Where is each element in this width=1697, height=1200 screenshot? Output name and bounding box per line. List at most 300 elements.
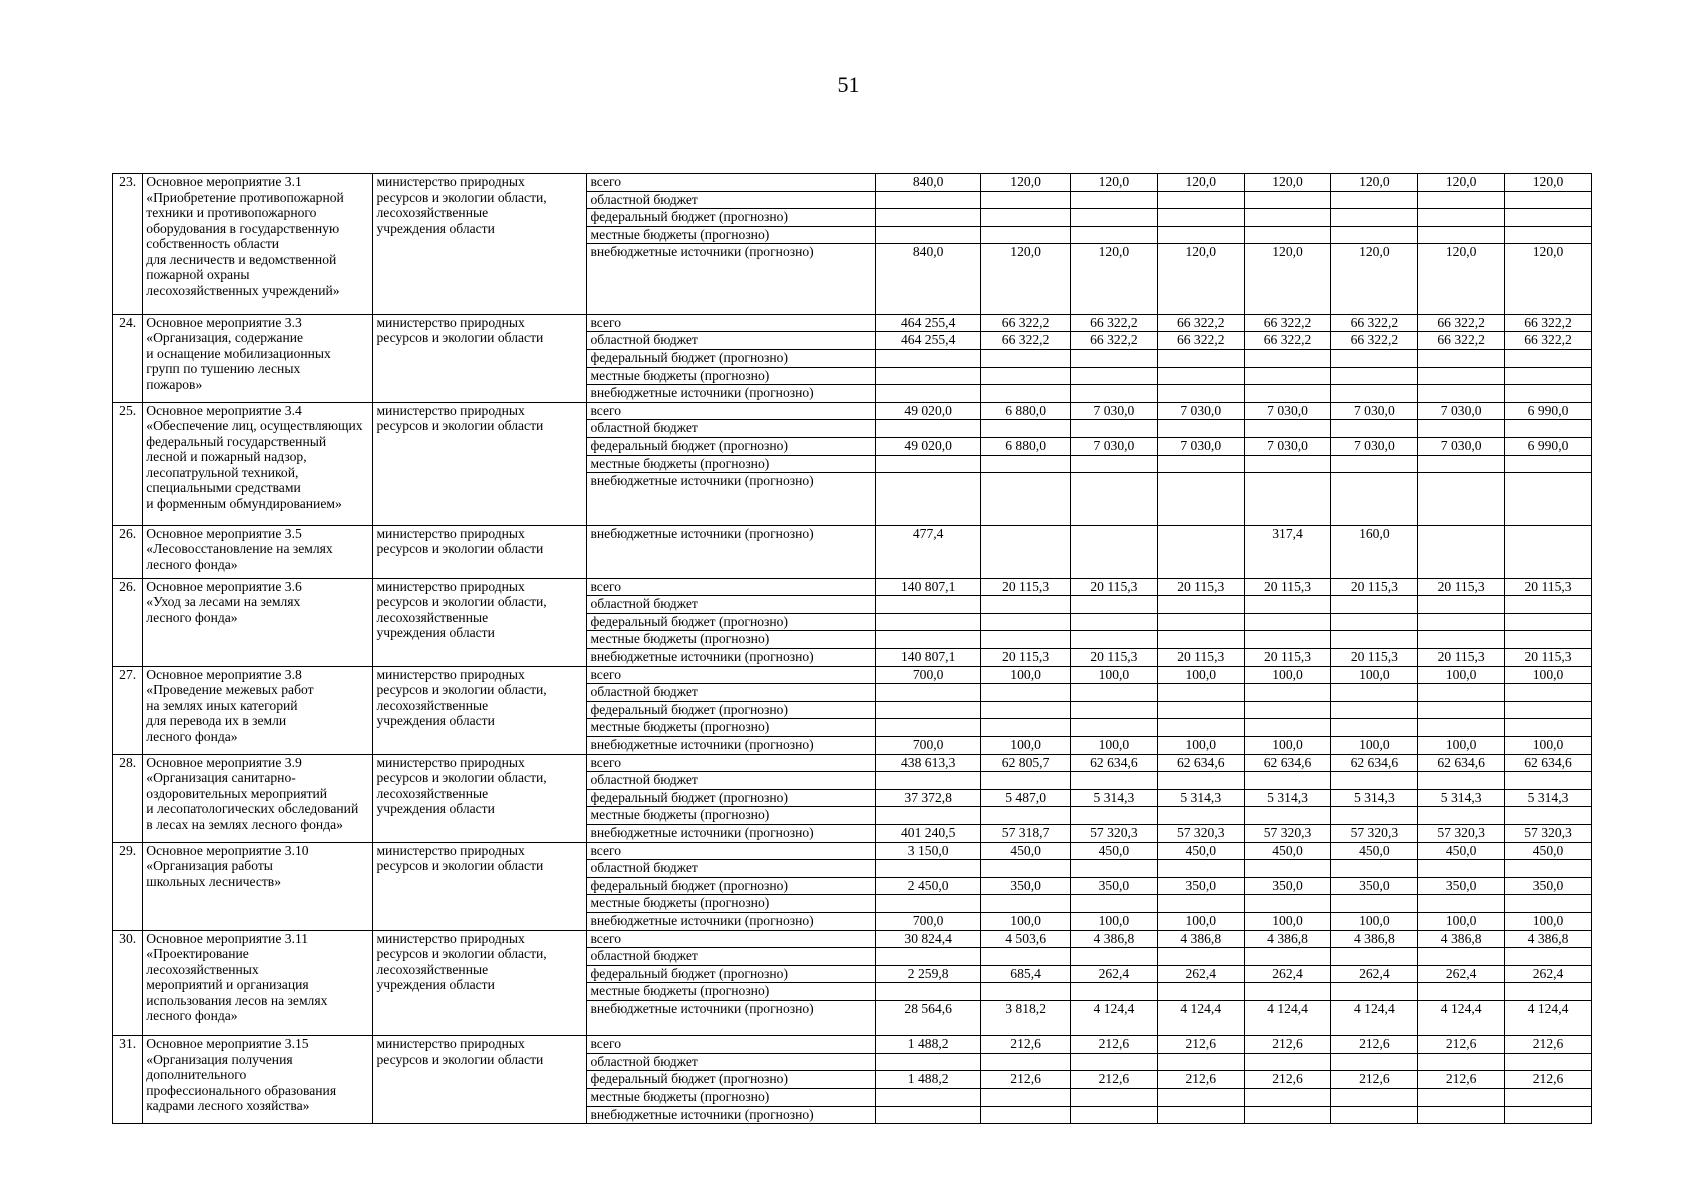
funding-source: внебюджетные источники (прогнозно) — [587, 1000, 876, 1035]
year-value — [1505, 349, 1592, 367]
year-value: 160,0 — [1331, 525, 1418, 578]
year-value: 350,0 — [1331, 877, 1418, 895]
year-value — [1331, 983, 1418, 1001]
funding-source: областной бюджет — [587, 332, 876, 350]
table-row — [113, 666, 1592, 684]
row-number: 24. — [113, 314, 143, 402]
year-value: 20 115,3 — [1418, 578, 1505, 596]
year-value — [1331, 385, 1418, 403]
year-value — [1331, 191, 1418, 209]
total-value — [876, 349, 981, 367]
year-value: 20 115,3 — [1418, 649, 1505, 667]
year-value: 100,0 — [1157, 666, 1244, 684]
year-value — [1157, 349, 1244, 367]
funding-source: местные бюджеты (прогнозно) — [587, 807, 876, 825]
year-value: 20 115,3 — [1071, 649, 1158, 667]
year-value: 7 030,0 — [1071, 437, 1158, 455]
table-row — [113, 930, 1592, 948]
year-value: 66 322,2 — [1244, 314, 1331, 332]
year-value: 20 115,3 — [1157, 649, 1244, 667]
year-value — [981, 895, 1071, 913]
year-value: 57 320,3 — [1244, 825, 1331, 843]
year-value: 450,0 — [1331, 842, 1418, 860]
total-value: 37 372,8 — [876, 789, 981, 807]
year-value — [1071, 1053, 1158, 1071]
year-value: 212,6 — [1418, 1036, 1505, 1054]
year-value: 7 030,0 — [1331, 437, 1418, 455]
year-value — [1157, 191, 1244, 209]
year-value: 4 503,6 — [981, 930, 1071, 948]
year-value: 62 805,7 — [981, 754, 1071, 772]
year-value — [981, 772, 1071, 790]
total-value — [876, 1053, 981, 1071]
funding-source: внебюджетные источники (прогнозно) — [587, 649, 876, 667]
year-value: 212,6 — [981, 1036, 1071, 1054]
year-value — [1418, 367, 1505, 385]
year-value — [1071, 367, 1158, 385]
year-value — [1244, 455, 1331, 473]
table-row — [113, 578, 1592, 596]
year-value — [1418, 191, 1505, 209]
year-value — [1244, 613, 1331, 631]
year-value — [1157, 719, 1244, 737]
total-value: 140 807,1 — [876, 649, 981, 667]
year-value — [1157, 613, 1244, 631]
year-value: 212,6 — [1157, 1036, 1244, 1054]
total-value — [876, 1106, 981, 1124]
year-value — [1505, 948, 1592, 966]
year-value: 4 124,4 — [1071, 1000, 1158, 1035]
year-value — [1071, 684, 1158, 702]
year-value — [1418, 983, 1505, 1001]
year-value — [1505, 719, 1592, 737]
funding-source: федеральный бюджет (прогнозно) — [587, 349, 876, 367]
row-number: 23. — [113, 174, 143, 315]
year-value — [1071, 385, 1158, 403]
year-value: 120,0 — [1418, 174, 1505, 192]
year-value — [1244, 367, 1331, 385]
year-value — [1331, 772, 1418, 790]
year-value — [1331, 631, 1418, 649]
year-value: 100,0 — [981, 666, 1071, 684]
year-value — [1505, 807, 1592, 825]
year-value — [1505, 191, 1592, 209]
executor-name: министерство природных ресурсов и экологии области, лесохозяйственные учреждения области — [373, 930, 587, 1036]
funding-source: федеральный бюджет (прогнозно) — [587, 965, 876, 983]
year-value: 100,0 — [1071, 666, 1158, 684]
year-value — [1505, 684, 1592, 702]
year-value: 450,0 — [1157, 842, 1244, 860]
year-value — [1418, 631, 1505, 649]
year-value: 100,0 — [1071, 912, 1158, 930]
total-value — [876, 1088, 981, 1106]
year-value: 120,0 — [1157, 244, 1244, 314]
year-value — [1505, 613, 1592, 631]
year-value: 66 322,2 — [1331, 332, 1418, 350]
year-value — [1418, 701, 1505, 719]
year-value: 100,0 — [1505, 737, 1592, 755]
total-value: 438 613,3 — [876, 754, 981, 772]
total-value: 3 150,0 — [876, 842, 981, 860]
total-value — [876, 684, 981, 702]
total-value — [876, 860, 981, 878]
year-value — [1071, 701, 1158, 719]
year-value — [1505, 1106, 1592, 1124]
year-value — [1244, 596, 1331, 614]
total-value — [876, 226, 981, 244]
year-value: 5 314,3 — [1071, 789, 1158, 807]
year-value: 120,0 — [1505, 174, 1592, 192]
year-value — [1331, 860, 1418, 878]
year-value — [1331, 209, 1418, 227]
year-value — [981, 596, 1071, 614]
year-value: 7 030,0 — [1244, 437, 1331, 455]
year-value: 5 314,3 — [1418, 789, 1505, 807]
year-value — [1071, 631, 1158, 649]
year-value: 120,0 — [981, 244, 1071, 314]
year-value: 350,0 — [981, 877, 1071, 895]
year-value — [1505, 895, 1592, 913]
year-value: 66 322,2 — [1157, 332, 1244, 350]
table-row — [113, 314, 1592, 332]
year-value: 450,0 — [981, 842, 1071, 860]
year-value — [1071, 525, 1158, 578]
year-value — [1505, 860, 1592, 878]
year-value — [1505, 596, 1592, 614]
year-value — [1418, 1106, 1505, 1124]
total-value — [876, 385, 981, 403]
year-value: 66 322,2 — [1418, 332, 1505, 350]
year-value — [1244, 983, 1331, 1001]
year-value: 62 634,6 — [1244, 754, 1331, 772]
year-value — [1157, 684, 1244, 702]
funding-source: федеральный бюджет (прогнозно) — [587, 789, 876, 807]
total-value: 464 255,4 — [876, 332, 981, 350]
year-value: 5 314,3 — [1505, 789, 1592, 807]
year-value: 62 634,6 — [1071, 754, 1158, 772]
year-value: 100,0 — [1331, 666, 1418, 684]
year-value: 100,0 — [1418, 666, 1505, 684]
year-value — [981, 807, 1071, 825]
year-value — [1157, 807, 1244, 825]
total-value — [876, 191, 981, 209]
row-number: 27. — [113, 666, 143, 754]
table-row — [113, 754, 1592, 772]
year-value — [981, 209, 1071, 227]
funding-source: областной бюджет — [587, 1053, 876, 1071]
row-number: 29. — [113, 842, 143, 930]
year-value — [1418, 596, 1505, 614]
year-value — [1244, 1053, 1331, 1071]
year-value — [1071, 209, 1158, 227]
table-row — [113, 402, 1592, 420]
year-value — [981, 1053, 1071, 1071]
funding-source: областной бюджет — [587, 684, 876, 702]
funding-source: федеральный бюджет (прогнозно) — [587, 1071, 876, 1089]
total-value: 464 255,4 — [876, 314, 981, 332]
year-value — [1157, 367, 1244, 385]
row-number: 30. — [113, 930, 143, 1036]
funding-source: всего — [587, 842, 876, 860]
year-value — [1071, 772, 1158, 790]
year-value: 6 880,0 — [981, 437, 1071, 455]
year-value: 262,4 — [1331, 965, 1418, 983]
funding-source: федеральный бюджет (прогнозно) — [587, 209, 876, 227]
measure-name: Основное мероприятие 3.6 «Уход за лесами на землях лесного фонда» — [143, 578, 373, 666]
year-value: 262,4 — [1418, 965, 1505, 983]
year-value: 66 322,2 — [1331, 314, 1418, 332]
row-number: 26. — [113, 578, 143, 666]
year-value: 66 322,2 — [1505, 314, 1592, 332]
year-value — [981, 684, 1071, 702]
year-value — [1418, 948, 1505, 966]
year-value — [981, 420, 1071, 438]
total-value: 477,4 — [876, 525, 981, 578]
year-value — [981, 226, 1071, 244]
year-value: 5 487,0 — [981, 789, 1071, 807]
year-value — [1331, 367, 1418, 385]
year-value: 100,0 — [1244, 737, 1331, 755]
funding-source: всего — [587, 1036, 876, 1054]
total-value — [876, 948, 981, 966]
year-value: 7 030,0 — [1157, 437, 1244, 455]
total-value — [876, 983, 981, 1001]
total-value: 840,0 — [876, 174, 981, 192]
year-value: 20 115,3 — [981, 649, 1071, 667]
funding-source: всего — [587, 754, 876, 772]
year-value — [981, 1106, 1071, 1124]
year-value — [1331, 948, 1418, 966]
executor-name: министерство природных ресурсов и экологии области — [373, 1036, 587, 1124]
funding-source: местные бюджеты (прогнозно) — [587, 367, 876, 385]
year-value — [1505, 226, 1592, 244]
year-value: 5 314,3 — [1331, 789, 1418, 807]
measure-name: Основное мероприятие 3.9 «Организация санитарно- оздоровительных мероприятий и лесопатологических обследований в лесах на землях лесного фонда» — [143, 754, 373, 842]
year-value — [1071, 719, 1158, 737]
year-value: 20 115,3 — [1157, 578, 1244, 596]
year-value — [1244, 473, 1331, 526]
year-value: 20 115,3 — [1505, 649, 1592, 667]
year-value — [1331, 719, 1418, 737]
year-value: 4 386,8 — [1418, 930, 1505, 948]
year-value: 4 386,8 — [1071, 930, 1158, 948]
year-value: 120,0 — [981, 174, 1071, 192]
year-value: 4 386,8 — [1505, 930, 1592, 948]
year-value — [981, 1088, 1071, 1106]
total-value: 700,0 — [876, 912, 981, 930]
year-value — [1071, 1088, 1158, 1106]
year-value — [981, 613, 1071, 631]
year-value: 212,6 — [1071, 1071, 1158, 1089]
year-value — [1157, 473, 1244, 526]
year-value: 450,0 — [1071, 842, 1158, 860]
year-value: 100,0 — [1244, 666, 1331, 684]
year-value — [1505, 772, 1592, 790]
year-value — [1418, 719, 1505, 737]
funding-source: всего — [587, 930, 876, 948]
year-value: 212,6 — [1505, 1036, 1592, 1054]
year-value: 66 322,2 — [981, 314, 1071, 332]
total-value: 1 488,2 — [876, 1071, 981, 1089]
row-number: 26. — [113, 525, 143, 578]
measure-name: Основное мероприятие 3.11 «Проектирование лесохозяйственных мероприятий и организация использования лесов на землях лесного фонда» — [143, 930, 373, 1036]
year-value — [1505, 455, 1592, 473]
funding-source: местные бюджеты (прогнозно) — [587, 983, 876, 1001]
year-value: 100,0 — [1157, 912, 1244, 930]
year-value — [1157, 983, 1244, 1001]
total-value: 49 020,0 — [876, 437, 981, 455]
executor-name: министерство природных ресурсов и экологии области, лесохозяйственные учреждения области — [373, 578, 587, 666]
year-value — [1157, 596, 1244, 614]
year-value — [1071, 948, 1158, 966]
measure-name: Основное мероприятие 3.8 «Проведение межевых работ на землях иных категорий для перевода их в земли лесного фонда» — [143, 666, 373, 754]
year-value — [1244, 420, 1331, 438]
year-value — [1244, 860, 1331, 878]
year-value: 100,0 — [1505, 912, 1592, 930]
funding-source: федеральный бюджет (прогнозно) — [587, 877, 876, 895]
executor-name: министерство природных ресурсов и экологии области, лесохозяйственные учреждения области — [373, 666, 587, 754]
year-value — [1418, 684, 1505, 702]
year-value: 5 314,3 — [1157, 789, 1244, 807]
table-row — [113, 1036, 1592, 1054]
table-row — [113, 525, 1592, 578]
total-value: 2 259,8 — [876, 965, 981, 983]
funding-source: областной бюджет — [587, 420, 876, 438]
year-value: 120,0 — [1071, 174, 1158, 192]
year-value: 4 124,4 — [1244, 1000, 1331, 1035]
year-value — [1331, 895, 1418, 913]
year-value — [981, 455, 1071, 473]
year-value — [1505, 385, 1592, 403]
executor-name: министерство природных ресурсов и экологии области, лесохозяйственные учреждения области — [373, 174, 587, 315]
total-value — [876, 631, 981, 649]
year-value: 317,4 — [1244, 525, 1331, 578]
year-value: 212,6 — [1244, 1036, 1331, 1054]
year-value: 6 990,0 — [1505, 437, 1592, 455]
year-value — [1331, 1088, 1418, 1106]
funding-source: всего — [587, 314, 876, 332]
year-value: 3 818,2 — [981, 1000, 1071, 1035]
year-value: 62 634,6 — [1157, 754, 1244, 772]
funding-source: областной бюджет — [587, 772, 876, 790]
total-value: 28 564,6 — [876, 1000, 981, 1035]
year-value: 20 115,3 — [1244, 649, 1331, 667]
row-number: 25. — [113, 402, 143, 525]
page-number: 51 — [837, 72, 860, 97]
year-value — [1244, 1088, 1331, 1106]
year-value: 100,0 — [1331, 912, 1418, 930]
funding-source: местные бюджеты (прогнозно) — [587, 719, 876, 737]
total-value: 840,0 — [876, 244, 981, 314]
measure-name: Основное мероприятие 3.3 «Организация, содержание и оснащение мобилизационных групп по тушению лесных пожаров» — [143, 314, 373, 402]
year-value: 685,4 — [981, 965, 1071, 983]
executor-name: министерство природных ресурсов и экологии области — [373, 402, 587, 525]
executor-name: министерство природных ресурсов и экологии области — [373, 842, 587, 930]
year-value: 120,0 — [1505, 244, 1592, 314]
year-value: 450,0 — [1505, 842, 1592, 860]
year-value: 212,6 — [981, 1071, 1071, 1089]
year-value — [1331, 684, 1418, 702]
year-value: 120,0 — [1244, 174, 1331, 192]
year-value — [1505, 367, 1592, 385]
year-value: 4 386,8 — [1331, 930, 1418, 948]
year-value: 62 634,6 — [1505, 754, 1592, 772]
total-value: 1 488,2 — [876, 1036, 981, 1054]
funding-source: внебюджетные источники (прогнозно) — [587, 385, 876, 403]
year-value — [1418, 860, 1505, 878]
year-value — [981, 948, 1071, 966]
year-value — [1157, 455, 1244, 473]
year-value — [1157, 948, 1244, 966]
year-value: 4 124,4 — [1418, 1000, 1505, 1035]
year-value — [1157, 631, 1244, 649]
executor-name: министерство природных ресурсов и экологии области — [373, 525, 587, 578]
executor-name: министерство природных ресурсов и экологии области, лесохозяйственные учреждения области — [373, 754, 587, 842]
year-value: 20 115,3 — [981, 578, 1071, 596]
year-value: 62 634,6 — [1331, 754, 1418, 772]
year-value — [1157, 1106, 1244, 1124]
funding-source: внебюджетные источники (прогнозно) — [587, 737, 876, 755]
year-value — [1244, 701, 1331, 719]
year-value — [1157, 209, 1244, 227]
year-value: 262,4 — [1244, 965, 1331, 983]
year-value: 120,0 — [1331, 174, 1418, 192]
total-value — [876, 420, 981, 438]
total-value: 401 240,5 — [876, 825, 981, 843]
year-value — [1157, 385, 1244, 403]
year-value — [1071, 226, 1158, 244]
total-value — [876, 772, 981, 790]
funding-source: местные бюджеты (прогнозно) — [587, 895, 876, 913]
year-value: 100,0 — [1071, 737, 1158, 755]
year-value: 120,0 — [1331, 244, 1418, 314]
year-value: 450,0 — [1244, 842, 1331, 860]
year-value: 212,6 — [1331, 1071, 1418, 1089]
year-value: 350,0 — [1157, 877, 1244, 895]
year-value — [1505, 701, 1592, 719]
measure-name: Основное мероприятие 3.15 «Организация получения дополнительного профессионального образования кадрами лесного хозяйства» — [143, 1036, 373, 1124]
executor-name: министерство природных ресурсов и экологии области — [373, 314, 587, 402]
year-value — [1071, 983, 1158, 1001]
year-value — [981, 191, 1071, 209]
year-value: 212,6 — [1071, 1036, 1158, 1054]
year-value — [1418, 895, 1505, 913]
year-value: 100,0 — [981, 737, 1071, 755]
year-value — [1418, 349, 1505, 367]
year-value — [1071, 420, 1158, 438]
year-value — [1505, 631, 1592, 649]
year-value: 57 320,3 — [1331, 825, 1418, 843]
total-value: 2 450,0 — [876, 877, 981, 895]
year-value: 350,0 — [1505, 877, 1592, 895]
year-value — [1071, 455, 1158, 473]
year-value — [1418, 613, 1505, 631]
year-value — [1157, 1088, 1244, 1106]
total-value — [876, 613, 981, 631]
year-value — [1071, 349, 1158, 367]
year-value: 57 320,3 — [1505, 825, 1592, 843]
year-value — [981, 983, 1071, 1001]
year-value: 57 318,7 — [981, 825, 1071, 843]
year-value: 7 030,0 — [1418, 437, 1505, 455]
year-value — [1418, 1088, 1505, 1106]
year-value — [1244, 1106, 1331, 1124]
year-value — [1071, 807, 1158, 825]
year-value — [1418, 807, 1505, 825]
year-value: 57 320,3 — [1157, 825, 1244, 843]
year-value: 100,0 — [1331, 737, 1418, 755]
row-number: 28. — [113, 754, 143, 842]
